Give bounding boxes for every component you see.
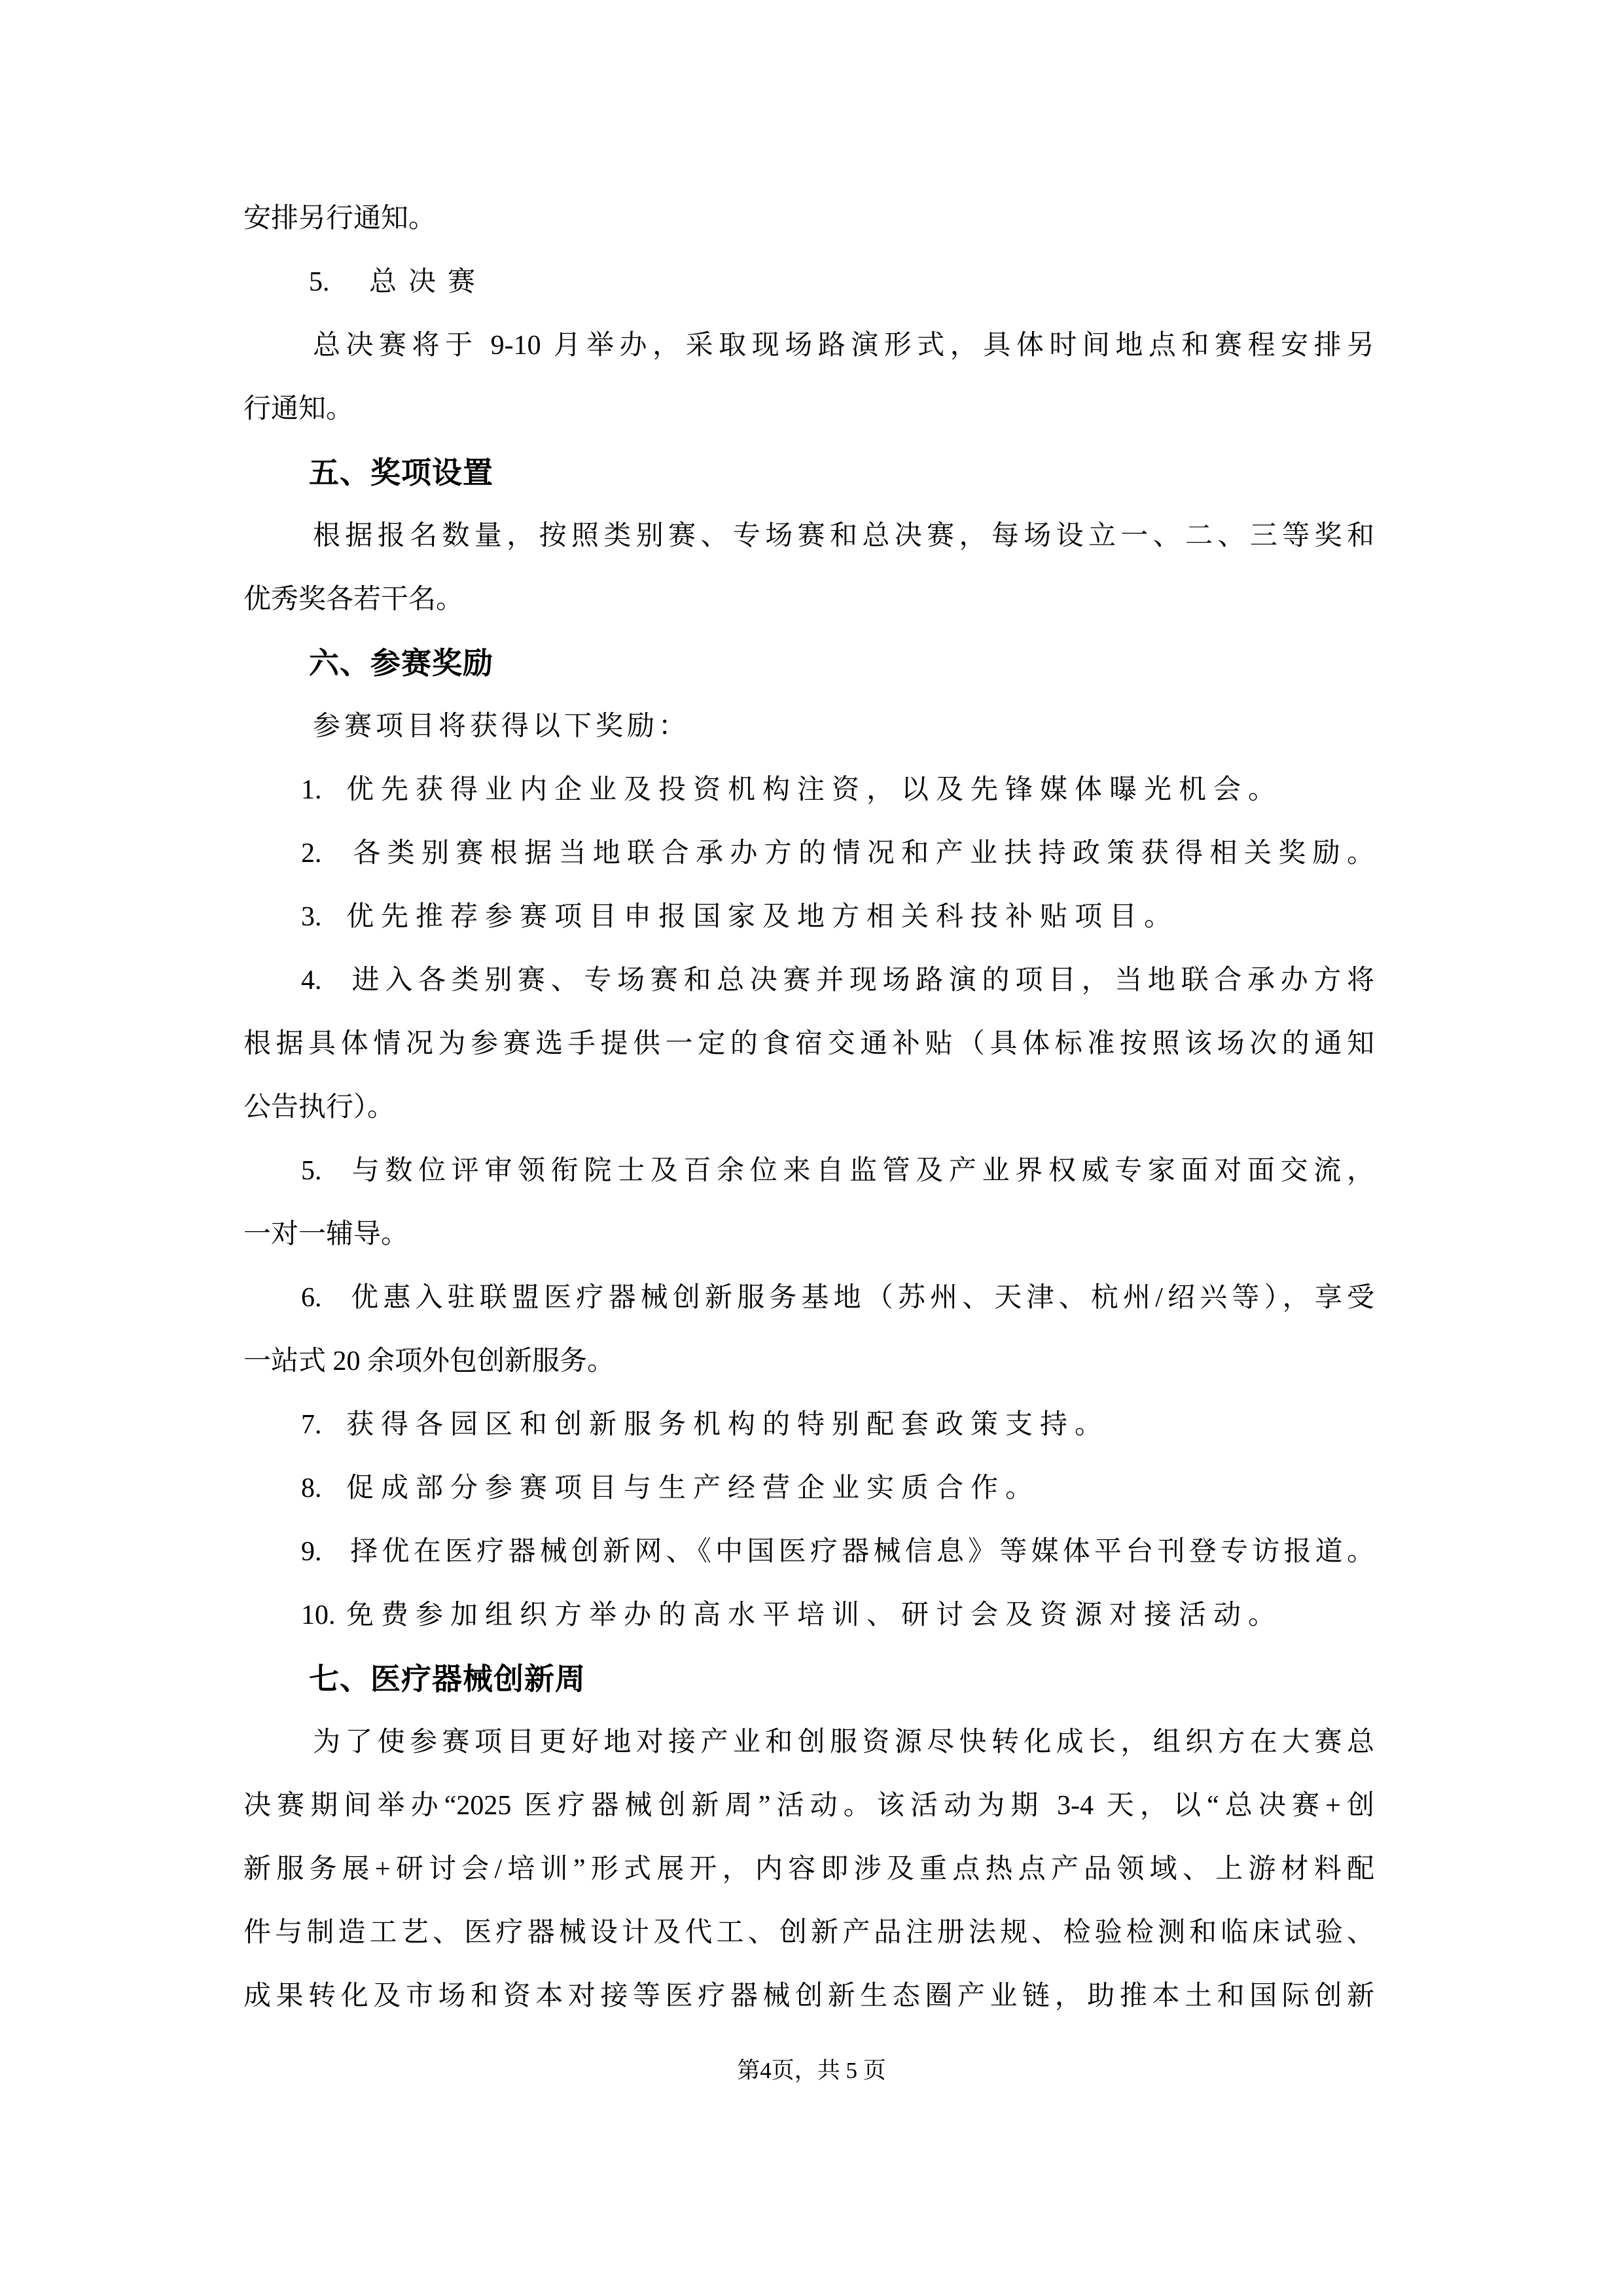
line-text: 决赛期间举办“2025 医疗器械创新周”活动。该活动为期 3-4 天，以“总决赛+创: [243, 1791, 1374, 1821]
paragraph-line: [243, 505, 1374, 568]
document-body: [243, 187, 1374, 2028]
list-item: [243, 822, 1374, 886]
paragraph-line: [243, 1774, 1374, 1838]
line-text: 促成部分参赛项目与生产经营企业实质合作。: [346, 1473, 1041, 1503]
paragraph-line: [243, 1711, 1374, 1774]
list-item-number: 2.: [301, 838, 322, 869]
list-item-number: 6.: [301, 1283, 322, 1313]
list-item: [243, 1393, 1374, 1457]
line-text: 总决赛: [369, 267, 488, 297]
line-text: 优秀奖各若干名。: [243, 584, 464, 615]
page-footer: [0, 2056, 1623, 2085]
paragraph-line: [243, 187, 1374, 251]
line-text: 成果转化及市场和资本对接等医疗器械创新生态圈产业链，助推本土和国际创新: [243, 1981, 1374, 2011]
line-text: 一对一辅导。: [243, 1219, 409, 1249]
paragraph-line: [243, 568, 1374, 632]
list-item-number: 4.: [301, 965, 322, 996]
section-heading: [243, 1647, 1374, 1711]
line-text: 总决赛将于 9-10 月举办，采取现场路演形式，具体时间地点和赛程安排另: [313, 331, 1374, 361]
line-text: 件与制造工艺、医疗器械设计及代工、创新产品注册法规、检验检测和临床试验、: [243, 1918, 1374, 1948]
line-text: 一站式 20 余项外包创新服务。: [243, 1346, 615, 1376]
paragraph-line: [243, 1330, 1374, 1393]
line-text: 公告执行）。: [243, 1092, 395, 1122]
section-heading: [243, 632, 1374, 695]
paragraph-line: [243, 1901, 1374, 1965]
list-item-number: 5.: [301, 1156, 322, 1186]
paragraph-line: [243, 1838, 1374, 1901]
paragraph-line: [243, 695, 1374, 759]
section-heading: [243, 441, 1374, 505]
line-text: 进入各类别赛、专场赛和总决赛并现场路演的项目，当地联合承办方将: [346, 965, 1374, 996]
paragraph-line: [243, 1965, 1374, 2028]
line-text: 新服务展+研讨会/培训”形式展开，内容即涉及重点热点产品领域、上游材料配: [243, 1854, 1374, 1884]
line-text: 优先获得业内企业及投资机构注资，以及先锋媒体曝光机会。: [346, 775, 1283, 805]
line-text: 免费参加组织方举办的高水平培训、研讨会及资源对接活动。: [346, 1600, 1283, 1630]
list-item: [243, 1584, 1374, 1647]
line-text: 与数位评审领衔院士及百余位来自监管及产业界权威专家面对面交流，: [346, 1156, 1374, 1186]
list-item: [243, 1520, 1374, 1584]
paragraph-line: [243, 378, 1374, 441]
list-item-number: 10.: [301, 1600, 336, 1630]
line-text: 优先推荐参赛项目申报国家及地方相关科技补贴项目。: [346, 902, 1179, 932]
line-text: 安排另行通知。: [243, 204, 437, 234]
paragraph-line: [243, 1203, 1374, 1266]
list-item-number: 3.: [301, 902, 322, 932]
list-item-number: 8.: [301, 1473, 322, 1503]
list-item: [243, 1139, 1374, 1203]
paragraph-line: [243, 1013, 1374, 1076]
line-text: 获得各园区和创新服务机构的特别配套政策支持。: [346, 1410, 1110, 1440]
paragraph-line: [243, 314, 1374, 378]
list-item-number: 1.: [301, 775, 322, 805]
list-item: [243, 759, 1374, 822]
list-item-number: 9.: [301, 1537, 322, 1567]
line-text: 优惠入驻联盟医疗器械创新服务基地（苏州、天津、杭州/绍兴等），享受: [346, 1283, 1374, 1313]
section-heading-text: 五、奖项设置: [309, 456, 493, 490]
line-text: 行通知。: [243, 394, 354, 424]
list-item-number: 5.: [309, 267, 330, 297]
line-text: 择优在医疗器械创新网、《中国医疗器械信息》等媒体平台刊登专访报道。: [346, 1537, 1374, 1567]
list-item: [243, 949, 1374, 1013]
list-item-number: 7.: [301, 1410, 322, 1440]
section-heading-text: 七、医疗器械创新周: [309, 1662, 586, 1696]
page-number-text: 第4页，共 5 页: [737, 2058, 886, 2083]
list-item: [243, 251, 1374, 314]
line-text: 为了使参赛项目更好地对接产业和创服资源尽快转化成长，组织方在大赛总: [313, 1727, 1374, 1757]
line-text: 各类别赛根据当地联合承办方的情况和产业扶持政策获得相关奖励。: [346, 838, 1374, 869]
list-item: [243, 1457, 1374, 1520]
line-text: 参赛项目将获得以下奖励：: [313, 711, 690, 742]
line-text: 根据具体情况为参赛选手提供一定的食宿交通补贴（具体标准按照该场次的通知: [243, 1029, 1374, 1059]
list-item: [243, 886, 1374, 949]
section-heading-text: 六、参赛奖励: [309, 646, 493, 680]
line-text: 根据报名数量，按照类别赛、专场赛和总决赛，每场设立一、二、三等奖和: [313, 521, 1374, 551]
paragraph-line: [243, 1076, 1374, 1139]
list-item: [243, 1266, 1374, 1330]
